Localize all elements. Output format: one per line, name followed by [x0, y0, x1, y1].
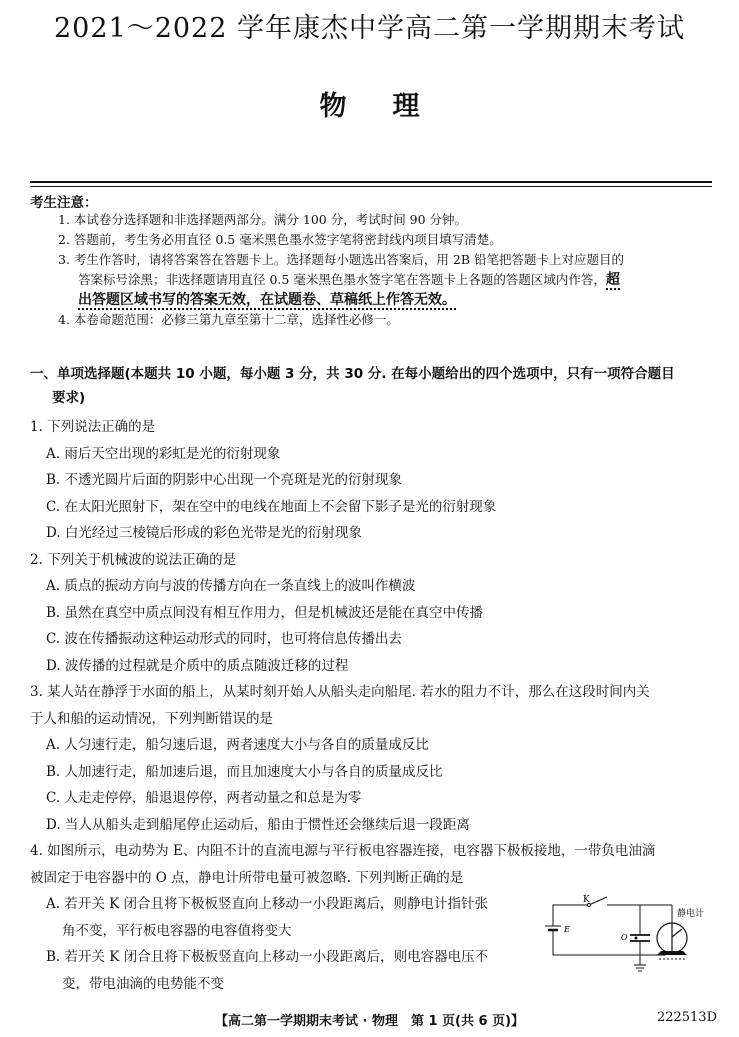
question-3-option-c: C. 人走走停停，船退退停停，两者动量之和总是为零 [46, 790, 362, 806]
section-heading-line-1: 一、单项选择题(本题共 10 小题，每小题 3 分，共 30 分. 在每小题给出的四个选项中，只有一项符合题目 [30, 366, 675, 382]
question-4-option-b: B. 若开关 K 闭合且将下极板竖直向上移动一小段距离后，则电容器电压不 [46, 949, 489, 965]
paper-code: 222513D [656, 1010, 717, 1025]
capacitor-plates [630, 935, 650, 941]
question-2-stem: 2. 下列关于机械波的说法正确的是 [30, 551, 237, 568]
question-4-stem: 4. 如图所示，电动势为 E、内阻不计的直流电源与平行板电容器连接，电容器下极板接地，一带负电油滴 [30, 843, 656, 859]
notice-item-4: 4. 本卷命题范围：必修三第九章至第十二章，选择性必修一。 [58, 312, 399, 327]
notice-emphasis-line [30, 290, 714, 310]
question-3-option-d: D. 当人从船头走到船尾停止运动后，船由于惯性还会继续后退一段距离 [46, 816, 470, 833]
question-4-option-b-continued: 变，带电油滴的电势能不变 [62, 975, 224, 992]
point-label: O [621, 933, 628, 942]
question-1-stem: 1. 下列说法正确的是 [30, 419, 156, 435]
battery-icon [545, 915, 561, 939]
battery-label: E [564, 925, 570, 934]
question-3-stem: 3. 某人站在静浮于水面的船上，从某时刻开始人从船头走向船尾. 若水的阻力不计，那么在这段时间内关 [30, 684, 650, 700]
question-1-option-c: C. 在太阳光照射下，架在空中的电线在地面上不会留下影子是光的衍射现象 [46, 498, 497, 515]
electroscope-icon [657, 923, 687, 959]
subject-title: 物理 [319, 91, 466, 122]
circuit-wires [553, 897, 672, 971]
notice-emphasis: 出答题区域书写的答案无效，在试题卷、草稿纸上作答无效。 [78, 292, 456, 308]
page-footer: 【高二第一学期期末考试 · 物理 第 1 页(共 6 页)】 [214, 1014, 525, 1029]
candidate-notice [30, 191, 714, 330]
question-4-option-a-continued: 角不变，平行板电容器的电容值将变大 [62, 922, 292, 939]
question-1-option-a: A. 雨后天空出现的彩虹是光的衍射现象 [46, 445, 281, 462]
question-4-stem-continued: 被固定于电容器中的 O 点，静电计所带电量可被忽略. 下列判断正确的是 [30, 869, 464, 886]
header-divider-thin [30, 186, 712, 187]
oil-drop-point [635, 937, 638, 940]
switch-label: K [583, 895, 590, 905]
header-divider [30, 181, 712, 183]
question-3-stem-continued: 于人和船的运动情况，下列判断错误的是 [30, 710, 273, 727]
meter-label: 静电计 [677, 909, 705, 919]
section-heading-line-2: 要求) [52, 390, 86, 406]
question-3-option-b: B. 人加速行走，船加速后退，而且加速度大小与各自的质量成反比 [46, 763, 443, 780]
question-2-option-d: D. 波传播的过程就是介质中的质点随波迁移的过程 [46, 657, 349, 674]
notice-item-3: 3. 考生作答时，请将答案答在答题卡上。选择题每小题选出答案后，用 2B 铅笔把答题卡上对应题目的 [58, 252, 624, 267]
question-4-option-a: A. 若开关 K 闭合且将下极板竖直向上移动一小段距离后，则静电计指针张 [46, 896, 488, 912]
notice-item-2: 2. 答题前，考生务必用直径 0.5 毫米黑色墨水签字笔将密封线内项目填写清楚。 [58, 232, 502, 247]
question-2-option-b: B. 虽然在真空中质点间没有相互作用力，但是机械波还是能在真空中传播 [46, 604, 484, 621]
question-2-option-c: C. 波在传播振动这种运动形式的同时，也可将信息传播出去 [46, 631, 402, 647]
circuit-diagram [535, 893, 720, 975]
section-heading [30, 362, 714, 410]
question-3-option-a: A. 人匀速行走，船匀速后退，两者速度大小与各自的质量成反比 [46, 737, 429, 753]
question-1-option-b: B. 不透光圆片后面的阴影中心出现一个亮斑是光的衍射现象 [46, 472, 403, 488]
notice-item-3-continued [30, 270, 714, 290]
notice-item-3-text: 答案标号涂黑；非选择题请用直径 0.5 毫米黑色墨水签字笔在答题卡上各题的答题区域内作答， [78, 272, 606, 287]
exam-title: 2021～2022 学年康杰中学高二第一学期期末考试 [53, 13, 685, 44]
notice-heading: 考生注意： [30, 195, 98, 211]
question-1-option-d: D. 白光经过三棱镜后形成的彩色光带是光的衍射现象 [46, 525, 362, 541]
notice-item-1: 1. 本试卷分选择题和非选择题两部分。满分 100 分，考试时间 90 分钟。 [58, 212, 468, 227]
question-2-option-a: A. 质点的振动方向与波的传播方向在一条直线上的波叫作横波 [46, 578, 416, 594]
notice-emphasis-start: 超 [605, 272, 620, 288]
